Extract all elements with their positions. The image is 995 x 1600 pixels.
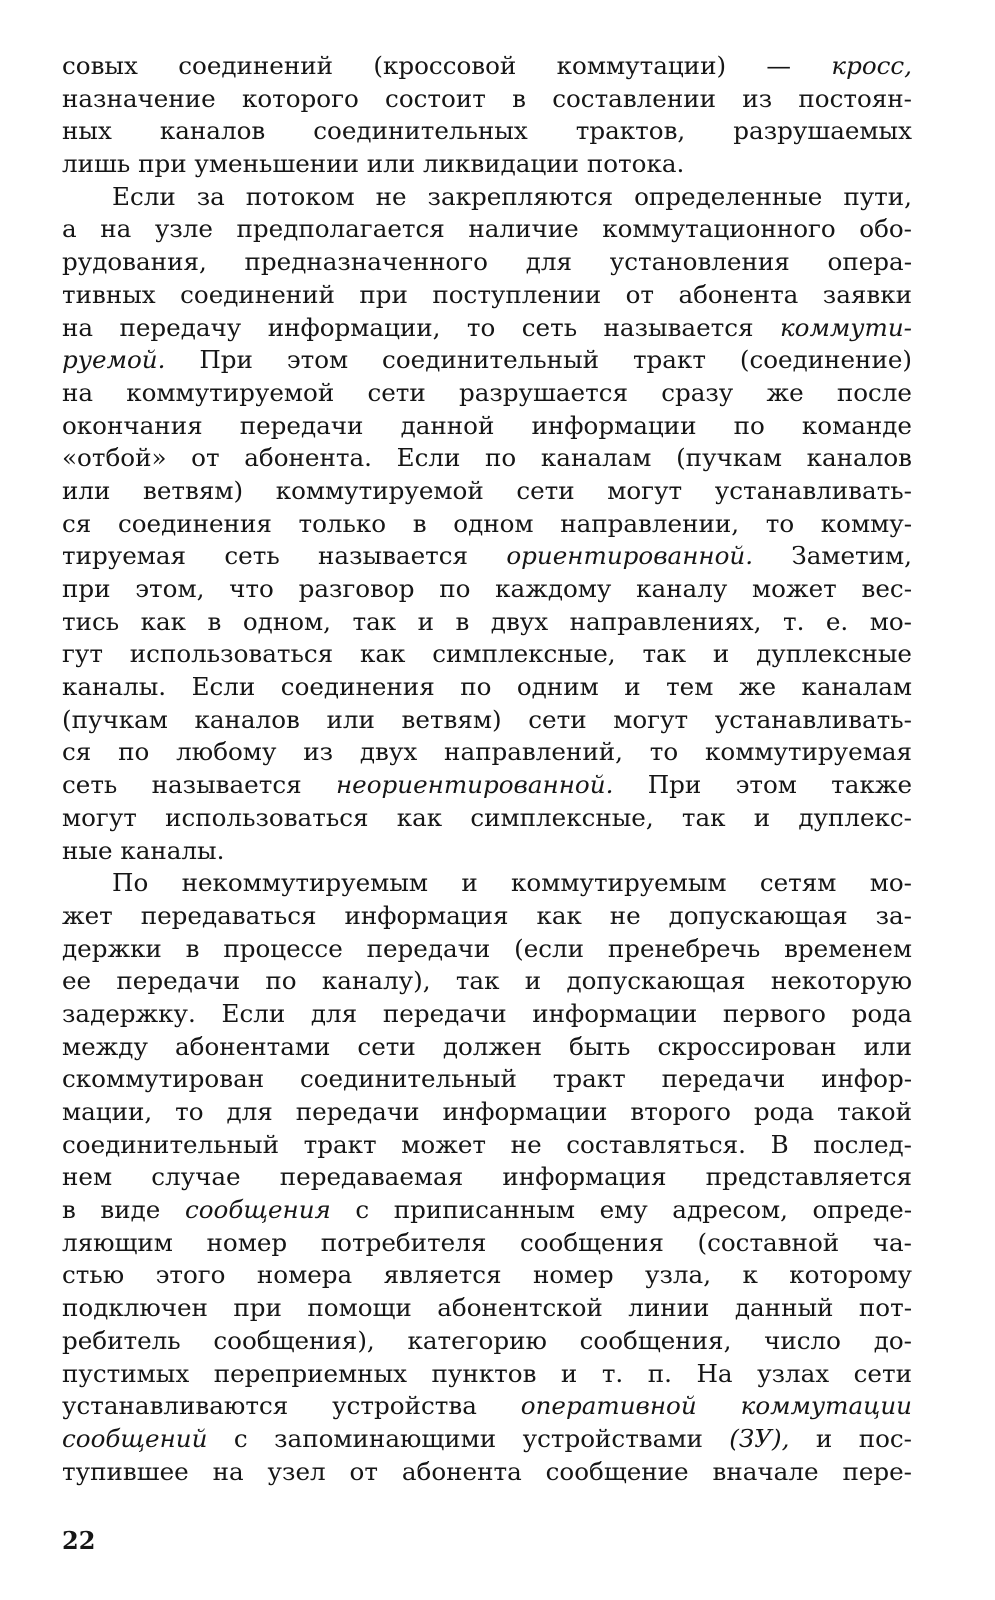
text-line: на коммутируемой сети разрушается сразу же после [62, 377, 912, 407]
text-line: руемой. При этом соединительный тракт (соединение) [62, 345, 912, 375]
text-line: (пучкам каналов или ветвям) сети могут устанавливать- [62, 704, 912, 734]
text-line: задержку. Если для передачи информации первого рода [62, 998, 912, 1028]
text-line: каналы. Если соединения по одним и тем же каналам [62, 672, 912, 702]
text-line: скоммутирован соединительный тракт передачи инфор- [62, 1064, 912, 1094]
text-line: назначение которого состоит в составлении из постоян- [62, 83, 912, 113]
text-line: мации, то для передачи информации второго рода такой [62, 1097, 912, 1126]
text-line: ее передачи по каналу), так и допускающая некоторую [62, 966, 912, 996]
text-line: сообщений с запоминающими устройствами (ЗУ), и пос- [62, 1423, 912, 1453]
text-line: а на узле предполагается наличие коммутационного обо- [62, 214, 912, 244]
text-line: жет передаваться информация как не допускающая за- [62, 900, 912, 930]
text-line: Если за потоком не закрепляются определенные пути, [112, 181, 912, 211]
text-line: стью этого номера является номер узла, к которому [62, 1260, 912, 1290]
text-line: окончания передачи данной информации по команде [62, 410, 912, 440]
text-line: при этом, что разговор по каждому каналу может вес- [62, 574, 912, 603]
text-line: держки в процессе передачи (если пренебречь временем [62, 933, 912, 963]
text-line: в виде сообщения с приписанным ему адресом, опреде- [62, 1195, 913, 1225]
text-line: нем случае передаваемая информация представляется [62, 1162, 912, 1192]
text-line: ся по любому из двух направлений, то коммутируемая [62, 737, 912, 767]
paragraph [62, 181, 912, 867]
paragraph [62, 867, 912, 1488]
text-line: на передачу информации, то сеть называется коммути- [62, 312, 912, 342]
text-line: ных каналов соединительных трактов, разрушаемых [62, 116, 912, 146]
text-line: совых соединений (кроссовой коммутации) — кросс, [62, 51, 912, 80]
text-line: пустимых переприемных пунктов и т. п. На узлах сети [62, 1358, 912, 1388]
text-line: подключен при помощи абонентской линии данный пот- [62, 1293, 912, 1323]
text-line: рудования, предназначенного для установления опера- [62, 247, 912, 277]
text-line: между абонентами сети должен быть скроссирован или [62, 1031, 912, 1061]
text-line: ребитель сообщения), категорию сообщения, число до- [62, 1325, 912, 1355]
text-line: лишь при уменьшении или ликвидации потока. [62, 149, 685, 179]
text-line: ные каналы. [62, 835, 225, 865]
text-line: соединительный тракт может не составляться. В послед- [62, 1129, 912, 1159]
text-line: По некоммутируемым и коммутируемым сетям мо- [112, 868, 912, 898]
text-line: тупившее на узел от абонента сообщение вначале пере- [62, 1456, 912, 1486]
text-line: тивных соединений при поступлении от абонента заявки [62, 279, 912, 309]
text-line: могут использоваться как симплексные, так и дуплекс- [62, 802, 912, 832]
text-line: или ветвям) коммутируемой сети могут устанавливать- [62, 475, 912, 505]
text-line: ся соединения только в одном направлении, то комму- [62, 508, 912, 538]
page-number: 22 [62, 1526, 96, 1555]
page-text [62, 50, 912, 1488]
text-line: тись как в одном, так и в двух направлениях, т. е. мо- [62, 606, 912, 636]
text-line: гут использоваться как симплексные, так и дуплексные [62, 639, 912, 669]
paragraph [62, 50, 912, 181]
text-line: ляющим номер потребителя сообщения (составной ча- [62, 1227, 912, 1257]
text-line: сеть называется неориентированной. При этом также [62, 770, 913, 800]
text-line: устанавливаются устройства оперативной коммутации [62, 1391, 912, 1421]
text-line: тируемая сеть называется ориентированной. Заметим, [62, 541, 912, 571]
text-line: «отбой» от абонента. Если по каналам (пучкам каналов [62, 443, 912, 473]
